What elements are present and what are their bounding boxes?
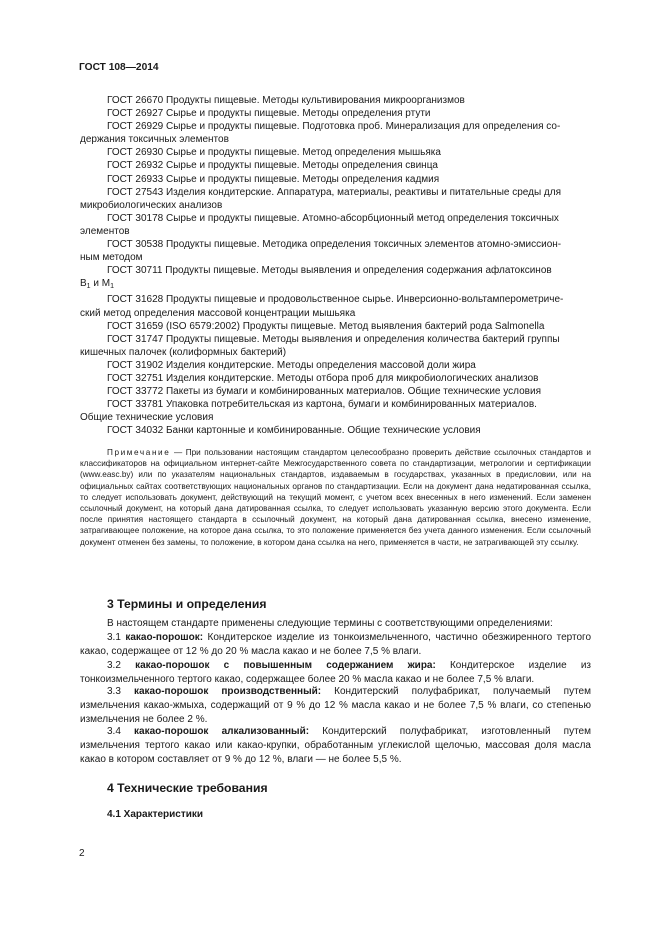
reference-item: ГОСТ 32751 Изделия кондитерские. Методы отбора проб для микробиологических анализов bbox=[107, 372, 539, 384]
reference-item: ГОСТ 27543 Изделия кондитерские. Аппаратура, материалы, реактивы и питательные среды для микробиологических анализов bbox=[80, 186, 562, 211]
note-text: — При пользовании настоящим стандартом целесообразно проверить действие ссылочных стандартов и классификаторов на официальном интернет-сайте Межгосударственного совета по стандартизации, метрологии и сертификации (www.easc.by) или по указателям национальных стандартов, издаваемым в государствах, указанных в предисловии, или на официальных сайтах соответствующих национальных органов по стандартизации. Если на документ дана недатированная ссылка, то следует использовать документ, действующий на текущий момент, с учетом всех внесенных в него изменений. Если заменен ссылочный документ, на который дана датированная ссылка, то следует использовать указанную версию этого документа. Если после принятия настоящего стандарта в ссылочный документ, на который дана датированная ссылка, внесено изменение, затрагивающее положение, на которое дана ссылка, то это положение применяется без учета данного изменения. Если ссылочный документ отменен без замены, то положение, в котором дана ссылка на него, применяется в части, не затрагивающей эту ссылку. bbox=[80, 448, 591, 547]
reference-item: ГОСТ 30711 Продукты пищевые. Методы выявления и определения содержания афлатоксинов $В_1$ и $М_1$ bbox=[80, 264, 591, 293]
reference-item: ГОСТ 26933 Сырье и продукты пищевые. Методы определения кадмия bbox=[107, 173, 440, 185]
reference-item: ГОСТ 31628 Продукты пищевые и продовольственное сырье. Инверсионно-вольтамперометриче- ский метод определения массовой концентрации мышьяка bbox=[80, 294, 564, 319]
subsection-4-1-heading: 4.1 Характеристики bbox=[107, 809, 204, 820]
reference-item: ГОСТ 31747 Продукты пищевые. Методы выявления и определения количества бактерий группы кишечных палочек (колиформных бактерий) bbox=[80, 333, 560, 358]
reference-continuation: $В_1$ и $М_1$ bbox=[80, 278, 114, 291]
section-3-heading: 3 Термины и определения bbox=[107, 597, 267, 611]
term-definition: 3.1 какао-порошок: Кондитерское изделие из тонкоизмельченного, частично обезжиренного тертого какао, содержащее от 12 % до 20 % масла какао и не более 7,5 % влаги. bbox=[80, 632, 592, 658]
note-label: Примечание bbox=[107, 448, 171, 457]
reference-item: ГОСТ 33781 Упаковка потребительская из картона, бумаги и комбинированных материалов. Общие технические условия bbox=[80, 399, 537, 424]
section-4-heading: 4 Технические требования bbox=[107, 781, 268, 795]
reference-item: ГОСТ 30538 Продукты пищевые. Методика определения токсичных элементов атомно-эмиссион- ным методом bbox=[80, 239, 562, 264]
reference-item: ГОСТ 31659 (ISO 6579:2002) Продукты пищевые. Метод выявления бактерий рода Salmonella bbox=[107, 320, 545, 332]
term-definition: 3.2 какао-порошок с повышенным содержанием жира: Кондитерское изделие из тонкоизмельченного тертого какао, содержащее более 20 % масла какао и не более 7,5 % влаги. bbox=[80, 660, 591, 686]
term-definition: 3.4 какао-порошок алкализованный: Кондитерский полуфабрикат, изготовленный путем измельчения тертого какао или какао-крупки, обработанным углекислой щелочью, массовая доля масла какао в котором составляет от 9 % до 12 %, влаги — не более 5,5 %. bbox=[80, 726, 591, 766]
term-name: какао-порошок: bbox=[125, 632, 204, 643]
reference-item: ГОСТ 33772 Пакеты из бумаги и комбинированных материалов. Общие технические условия bbox=[107, 386, 541, 398]
reference-item: ГОСТ 26929 Сырье и продукты пищевые. Подготовка проб. Минерализация для определения со- держания токсичных элементов bbox=[80, 121, 561, 146]
term-name: какао-порошок с повышенным содержанием жира: bbox=[135, 660, 436, 671]
page-number: 2 bbox=[79, 848, 85, 859]
reference-item: ГОСТ 26670 Продукты пищевые. Методы культивирования микроорганизмов bbox=[107, 95, 465, 106]
normative-references-list bbox=[80, 94, 591, 437]
reference-item: ГОСТ 31902 Изделия кондитерские. Методы определения массовой доли жира bbox=[107, 359, 476, 371]
references-note bbox=[80, 447, 591, 548]
term-name: какао-порошок производственный: bbox=[133, 686, 322, 697]
term-definition: 3.3 какао-порошок производственный: Кондитерский полуфабрикат, получаемый путем измельчения какао-жмыха, содержащий от 9 % до 12 % масла какао и не более 7,5 % влаги, со степенью измельчения не более 2 %. bbox=[80, 686, 591, 726]
reference-item: ГОСТ 26927 Сырье и продукты пищевые. Методы определения ртути bbox=[107, 108, 431, 120]
reference-item: ГОСТ 30178 Сырье и продукты пищевые. Атомно-абсорбционный метод определения токсичных элементов bbox=[80, 212, 559, 237]
document-header: ГОСТ 108—2014 bbox=[79, 62, 159, 73]
section-3-intro: В настоящем стандарте применены следующие термины с соответствующими определениями: bbox=[107, 618, 553, 629]
reference-item: ГОСТ 26932 Сырье и продукты пищевые. Методы определения свинца bbox=[107, 160, 438, 172]
reference-item: ГОСТ 34032 Банки картонные и комбинированные. Общие технические условия bbox=[107, 425, 481, 437]
term-name: какао-порошок алкализованный: bbox=[134, 726, 310, 737]
reference-item: ГОСТ 26930 Сырье и продукты пищевые. Метод определения мышьяка bbox=[107, 147, 441, 159]
